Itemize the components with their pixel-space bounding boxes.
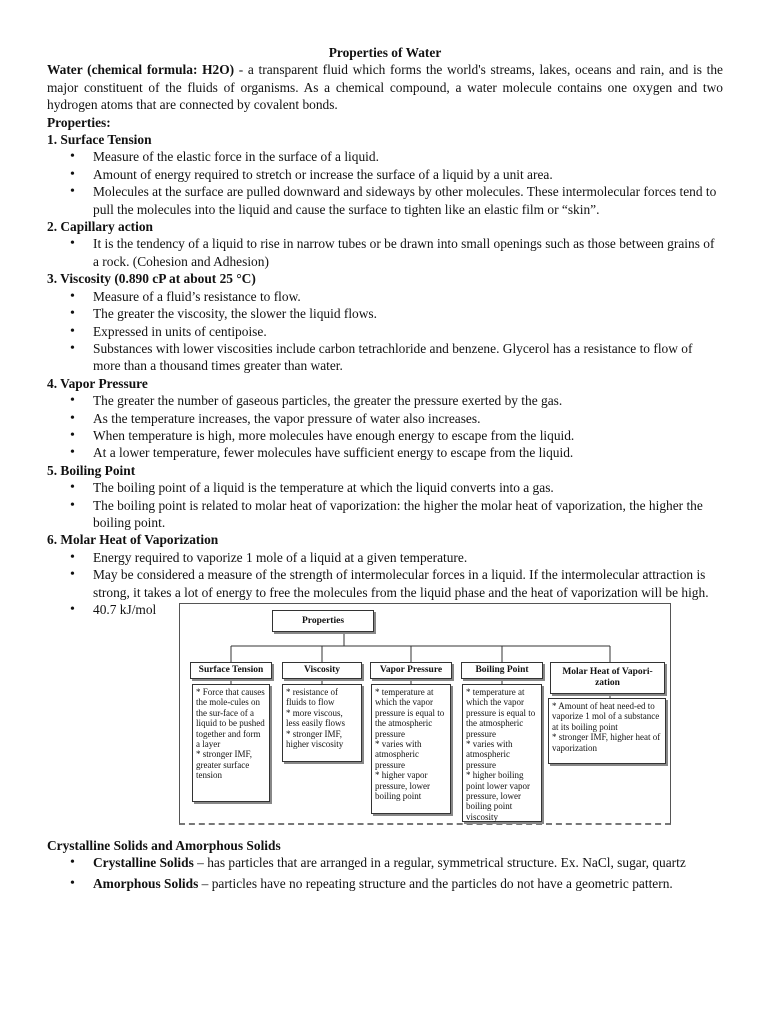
list-item: • The boiling point is related to molar heat of vaporization: the higher the molar heat of vaporization, the higher the boiling point. [93,497,723,532]
solids-text: – has particles that are arranged in a regular, symmetrical structure. Ex. NaCl, sugar, quartz [193,855,686,871]
list-item: • The boiling point of a liquid is the temperature at which the liquid converts into a gas. [93,479,723,496]
list-item: • Amount of energy required to stretch or increase the surface of a liquid by a unit area. [93,166,723,183]
list-item: • The greater the viscosity, the slower the liquid flows. [93,305,723,322]
list-item: • As the temperature increases, the vapor pressure of water also increases. [93,410,723,427]
diagram-node-viscosity [282,662,362,679]
list-item: • At a lower temperature, fewer molecules have sufficient energy to escape from the liquid. [93,444,723,461]
bullet-list [47,601,156,618]
document-title: Properties of Water [328,45,442,60]
list-item: • The greater the number of gaseous particles, the greater the pressure exerted by the gas. [93,392,723,409]
list-item: • May be considered a measure of the strength of intermolecular forces in a liquid. If the intermolecular attraction is strong, it takes a lot of energy to free the molecules from the liquid phase and the heat of vaporization will be high. [93,566,723,601]
list-item [93,854,723,871]
bullet-list [47,549,723,601]
section-heading: 2. Capillary action [47,219,154,235]
document-page [47,44,723,895]
list-item: • Measure of the elastic force in the surface of a liquid. [93,148,723,165]
properties-label: Properties: [47,114,111,130]
bullet-list [47,148,723,218]
diagram-node-label: Boiling Point [475,665,529,675]
list-item: • Energy required to vaporize 1 mole of a liquid at a given temperature. [93,549,723,566]
list-item [93,875,723,892]
list-item: • It is the tendency of a liquid to rise in narrow tubes or be drawn into small openings such as those between grains of a rock. (Cohesion and Adhesion) [93,235,723,270]
bullet-list [47,392,723,462]
diagram-node-surface-tension [190,662,272,679]
list-item: • 40.7 kJ/mol [93,601,156,618]
diagram-desc-viscosity: * resistance of fluids to flow * more viscous, less easily flows * stronger IMF, higher viscosity [282,684,362,762]
diagram-root-node [272,610,374,632]
bullet-list [47,235,723,270]
diagram-node-boiling-point [461,662,543,679]
bullet-list [47,479,723,531]
diagram-node-vapor-pressure [370,662,452,679]
solids-term: Crystalline Solids [93,855,194,871]
list-item: • Expressed in units of centipoise. [93,323,723,340]
solids-term: Amorphous Solids [93,875,199,891]
list-item: • Molecules at the surface are pulled downward and sideways by other molecules. These intermolecular forces tend to pull the molecules into the liquid and cause the surface to tighten like an elastic film or “skin”. [93,183,723,218]
solids-text: – particles have no repeating structure and the particles do not have a geometric pattern. [198,875,673,891]
intro-text: - a transparent fluid which forms the world's streams, lakes, oceans and rain, and is the major constituent of the fluids of organisms. As a chemical compound, a water molecule contains one oxygen and two hydrogen atoms that are connected by covalent bonds. [47,62,723,113]
diagram-row [47,601,723,829]
diagram-node-label: Viscosity [303,665,341,675]
diagram-root-label: Properties [301,615,345,626]
list-item: • Measure of a fluid’s resistance to flow. [93,288,723,305]
properties-diagram [179,603,671,825]
section-heading: 1. Surface Tension [47,132,152,148]
diagram-node-label: Vapor Pressure [379,665,443,675]
solids-list [47,854,723,892]
section-heading: 3. Viscosity (0.890 cP at about 25 °C) [47,271,256,287]
section-heading: 6. Molar Heat of Vaporization [47,532,219,548]
bullet-list [47,288,723,375]
section-heading: 4. Vapor Pressure [47,375,148,391]
diagram-desc-boiling-point: * temperature at which the vapor pressure is equal to the atmospheric pressure * varies with atmospheric pressure * higher boiling point lower vapor pressure, lower boiling point viscosity [462,684,542,822]
section-heading: 5. Boiling Point [47,462,136,478]
diagram-node-label: Molar Heat of Vapori-zation [562,667,653,688]
diagram-desc-molar-heat: * Amount of heat need-ed to vaporize 1 mol of a substance at its boiling point * stronger IMF, higher heat of vaporization [548,698,666,764]
diagram-desc-surface-tension: * Force that causes the mole-cules on the sur-face of a liquid to be pushed together and form a layer * stronger IMF, greater surface tension [192,684,270,802]
intro-paragraph [47,61,723,113]
diagram-desc-vapor-pressure: * temperature at which the vapor pressure is equal to the atmospheric pressure * varies with atmospheric pressure * higher vapor pressure, lower boiling point [371,684,451,814]
diagram-node-molar-heat [550,662,665,694]
list-item: • When temperature is high, more molecules have enough energy to escape from the liquid. [93,427,723,444]
diagram-node-label: Surface Tension [198,665,264,675]
intro-term: Water (chemical formula: H2O) [47,62,235,78]
solids-heading: Crystalline Solids and Amorphous Solids [47,838,281,853]
list-item: • Substances with lower viscosities include carbon tetrachloride and benzene. Glycerol has a resistance to flow of more than a thousand times greater than water. [93,340,723,375]
